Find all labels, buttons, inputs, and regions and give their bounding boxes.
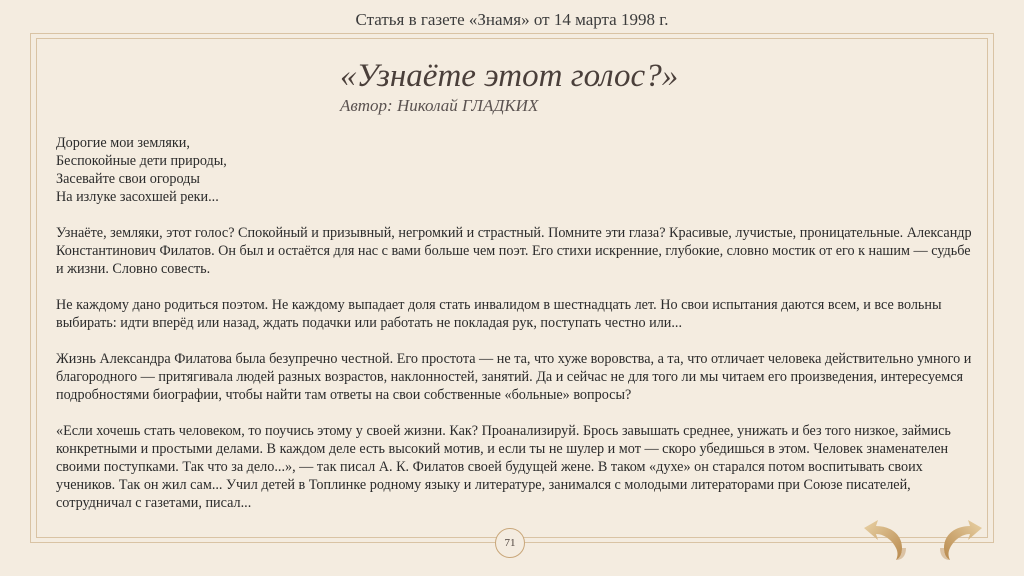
poem-line: Дорогие мои земляки, [56, 135, 190, 151]
paragraph: Узнаёте, земляки, этот голос? Спокойный и призывный, негромкий и страстный. Помните эти глаза? Красивые, лучистые, проницательные. Александр Константинович Филатов. Он был и остаётся для нас с вами больше чем поэт. Его стихи искренние, глубокие, словно мостик от его к нашим — судьбе и жизни. Словно совесть. [56, 225, 972, 277]
page-number: 71 [504, 537, 516, 549]
poem-line: Беспокойные дети природы, [56, 153, 227, 169]
arrow-forward-icon [926, 514, 990, 564]
poem-line: Засевайте свои огороды [56, 171, 200, 187]
paragraph: «Если хочешь стать человеком, то поучись этому у своей жизни. Как? Проанализируй. Брось завышать среднее, унижать и без того низкое, займись конкретными и простыми делами. В каждом деле есть высокий мотив, и если ты не шулер и мот — скоро убедишься в этом. Человек знаменателен своими поступками. Так что за дело...», — так писал А. К. Филатов своей будущей жене. В таком «духе» он старался потом воспитывать своих учеников. Так он жил сам... Учил детей в Топлинке родному языку и литературе, занимался с молодыми литераторами при Союзе писателей, сотрудничал с газетами, писал... [56, 423, 951, 511]
next-slide-button[interactable] [926, 514, 990, 564]
paragraph: Не каждому дано родиться поэтом. Не каждому выпадает доля стать инвалидом в шестнадцать лет. Но свои испытания даются всем, и все вольны выбирать: идти вперёд или назад, ждать подачки или работать не покладая рук, поступать честно или... [56, 297, 942, 331]
page-number-badge [495, 528, 525, 558]
article-body [56, 134, 976, 530]
article-title: «Узнаёте этот голос?» [340, 58, 679, 94]
poem-stanza [56, 134, 976, 206]
article-author: Автор: Николай ГЛАДКИХ [340, 96, 539, 115]
poem-line: На излуке засохшей реки... [56, 189, 219, 205]
arrow-back-icon [856, 514, 920, 564]
slide-navigation [856, 514, 992, 564]
paragraph: Жизнь Александра Филатова была безупречно честной. Его простота — не та, что хуже воровства, а та, что отличает человека действительно умного и благородного — притягивала людей разных возрастов, наклонностей, занятий. Да и сейчас не для того ли мы читаем его произведения, интересуемся подробностями биографии, чтобы найти там ответы на свои собственные «больные» вопросы? [56, 351, 972, 403]
prev-slide-button[interactable] [856, 514, 920, 564]
header-title: Статья в газете «Знамя» от 14 марта 1998 г. [355, 10, 669, 29]
